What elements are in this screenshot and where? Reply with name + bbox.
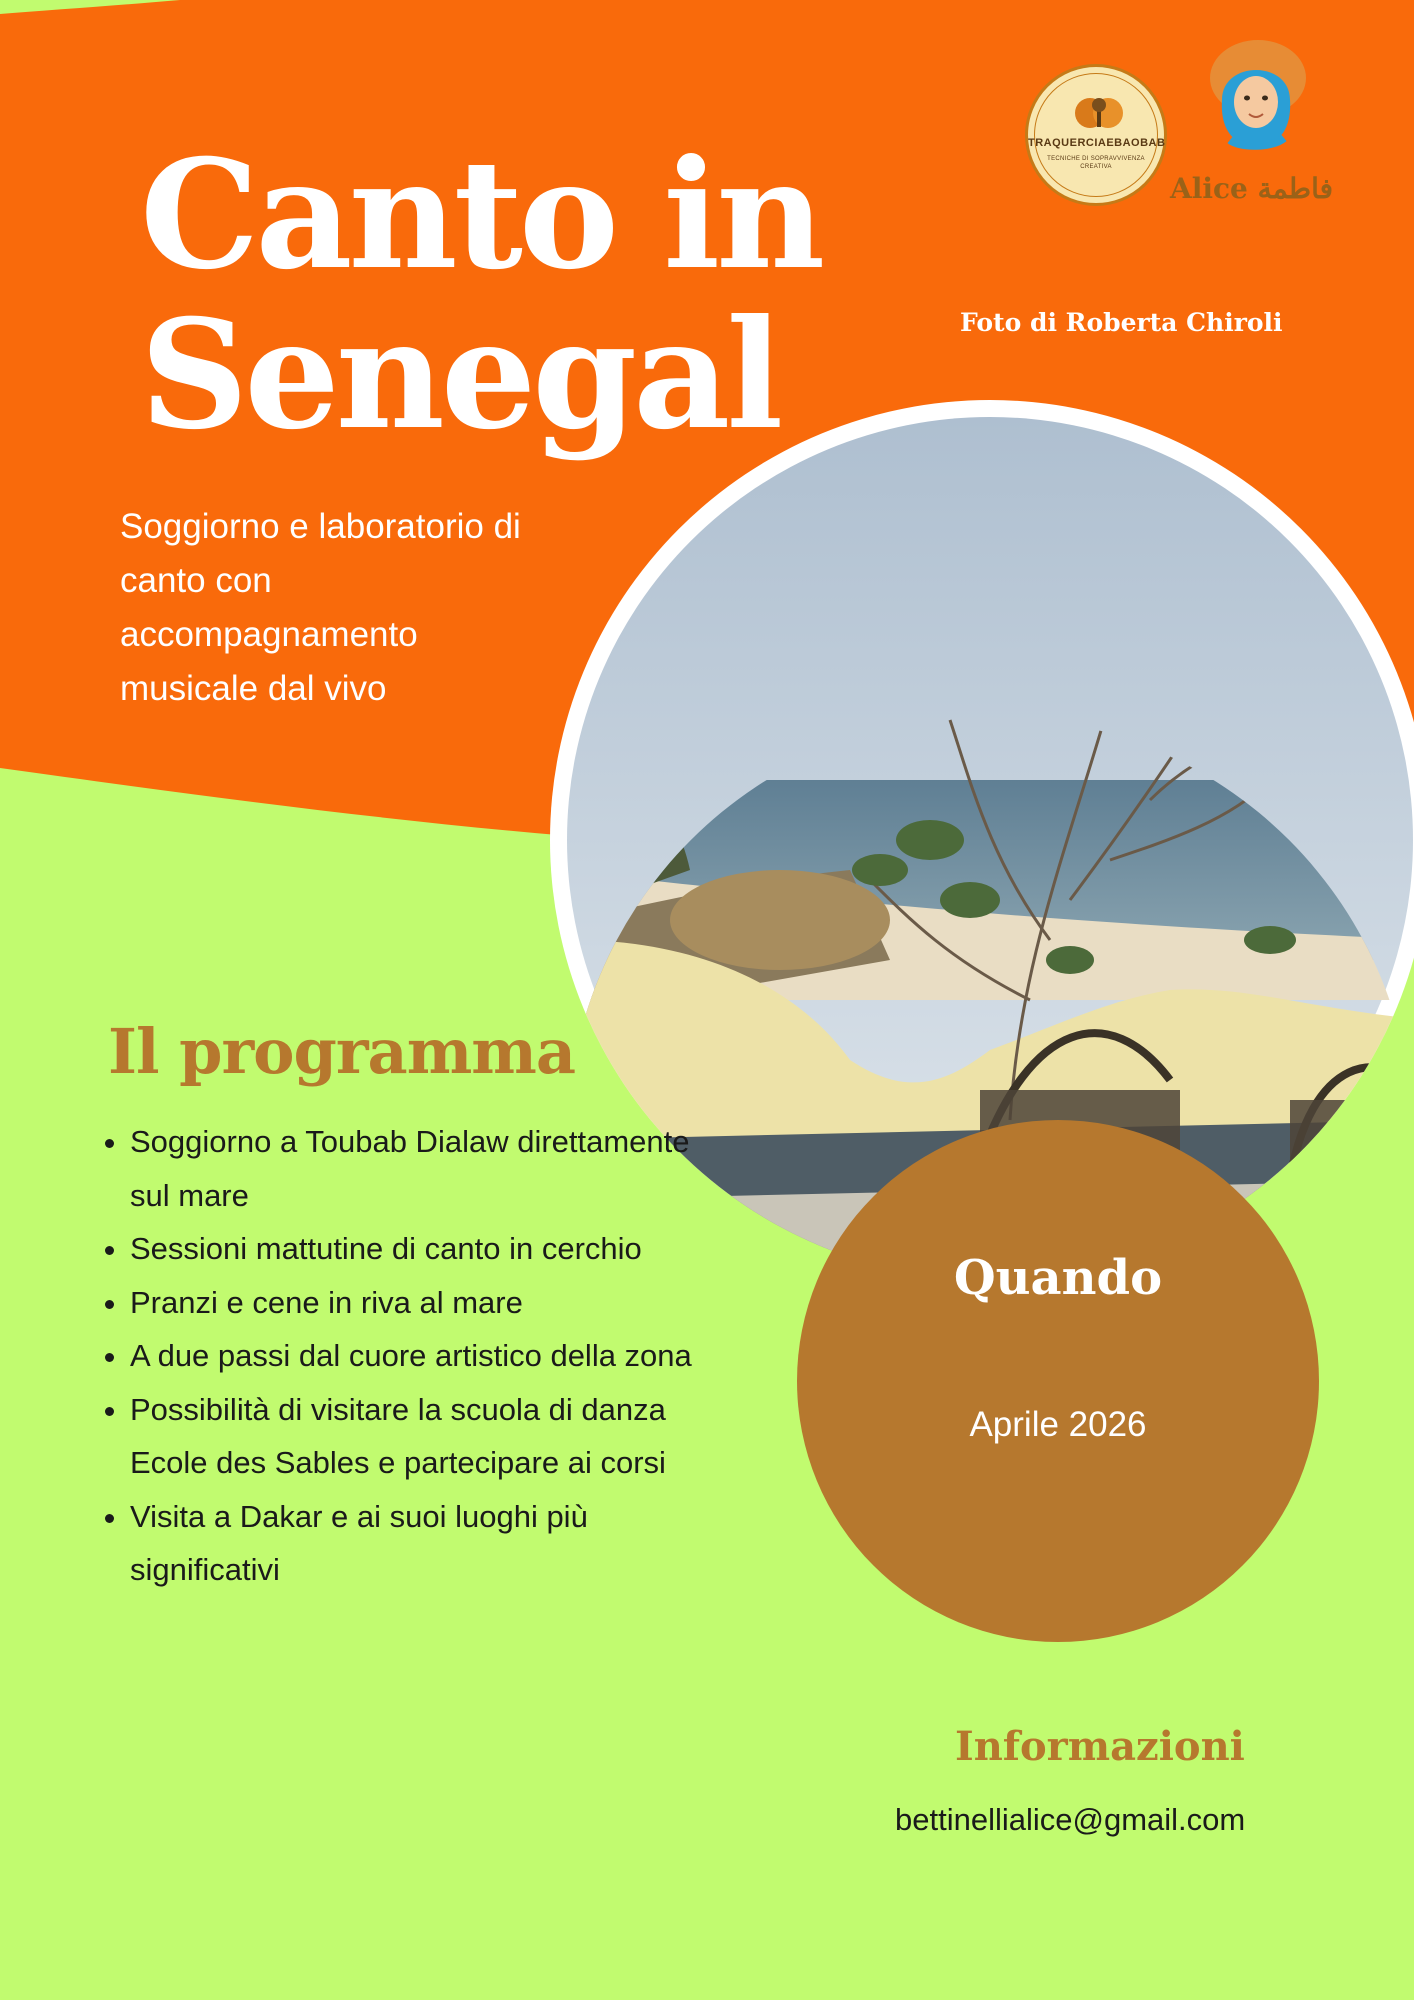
program-item: • Visita a Dakar e ai suoi luoghi più significativi bbox=[130, 1490, 730, 1597]
info-title: Informazioni bbox=[955, 1723, 1245, 1770]
when-date: Aprile 2026 bbox=[969, 1405, 1147, 1444]
title-line-1: Canto in bbox=[140, 127, 822, 303]
program-item: • Pranzi e cene in riva al mare bbox=[130, 1276, 730, 1330]
traquerciaebaobab-logo bbox=[1025, 64, 1167, 206]
when-circle bbox=[797, 1120, 1319, 1642]
when-title: Quando bbox=[953, 1250, 1163, 1306]
tree-emblem-icon bbox=[1074, 93, 1124, 133]
program-list bbox=[98, 1115, 730, 1597]
contact-email[interactable]: bettinellialice@gmail.com bbox=[895, 1802, 1246, 1837]
alice-logo-text: Alice فاطمة bbox=[1170, 172, 1334, 205]
photo-credit: Foto di Roberta Chiroli bbox=[960, 308, 1283, 337]
logo-ring bbox=[1034, 73, 1158, 197]
subtitle: Soggiorno e laboratorio di canto con accompagnamento musicale dal vivo bbox=[120, 507, 521, 708]
title-line-2: Senegal bbox=[140, 287, 780, 463]
program-item: • Sessioni mattutine di canto in cerchio bbox=[130, 1222, 730, 1276]
program-item: • A due passi dal cuore artistico della zona bbox=[130, 1329, 730, 1383]
logo1-tagline: TECNICHE DI SOPRAVVIVENZA CREATIVA bbox=[1047, 156, 1145, 170]
program-item: • Soggiorno a Toubab Dialaw direttamente sul mare bbox=[130, 1115, 730, 1222]
program-item: • Possibilità di visitare la scuola di danza Ecole des Sables e partecipare ai corsi bbox=[130, 1383, 730, 1490]
program-title: Il programma bbox=[108, 1015, 576, 1088]
alice-avatar-icon bbox=[1200, 30, 1310, 150]
logo1-name: TRAQUERCIAEBAOBAB bbox=[1028, 137, 1166, 149]
